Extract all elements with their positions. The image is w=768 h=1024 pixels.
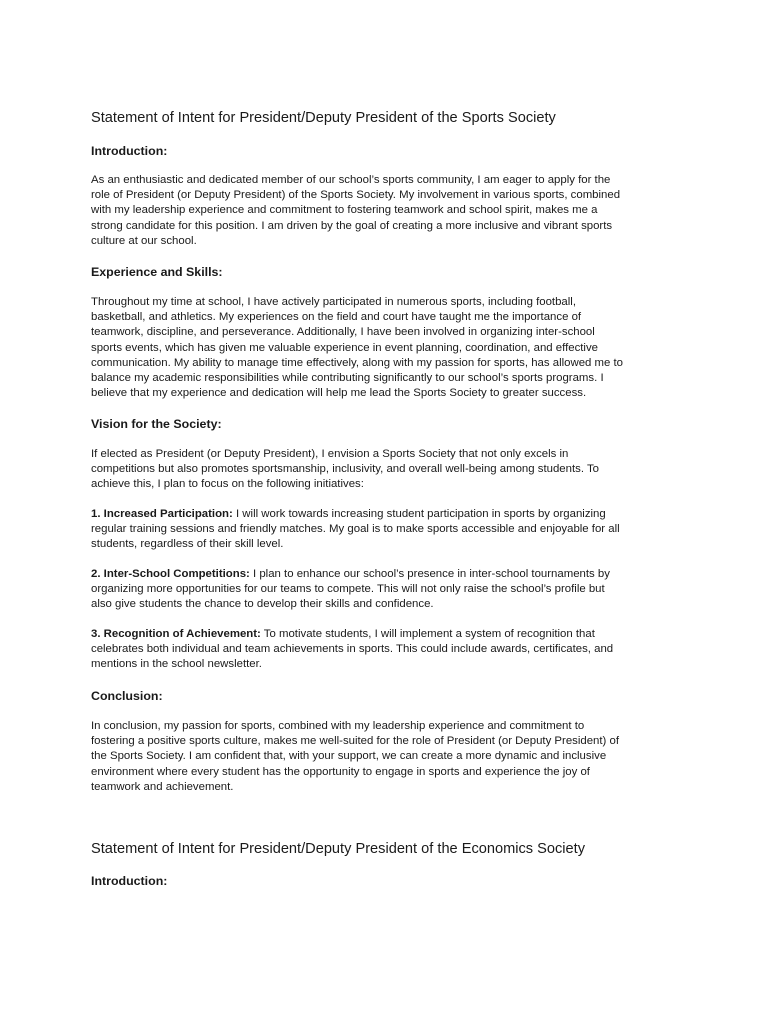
initiative-label: 2. Inter-School Competitions:	[91, 568, 250, 580]
text-line: fostering a positive sports culture, makes me well-suited for the role of President (or Deputy President) of	[91, 735, 620, 748]
vision-heading: Vision for the Society:	[91, 417, 222, 431]
introduction-paragraph	[91, 173, 620, 249]
experience-paragraph	[91, 295, 623, 401]
text-line: regular training sessions and friendly matches. My goal is to make sports accessible and enjoyable for all	[91, 523, 620, 536]
introduction-heading: Introduction:	[91, 144, 168, 158]
text-line: sports events, which has given me valuable experience in event planning, coordination, and effective	[91, 341, 598, 354]
document-title: Statement of Intent for President/Deputy President of the Economics Society	[91, 841, 586, 857]
text-line: students, regardless of their skill level.	[91, 538, 284, 551]
text-line: with my leadership experience and commitment to fostering teamwork and school spirit, makes me a	[91, 204, 598, 217]
initiative-label: 3. Recognition of Achievement:	[91, 628, 261, 640]
text-line: basketball, and athletics. My experiences on the field and court have taught me the importance of	[91, 311, 582, 324]
text-line: teamwork and achievement.	[91, 780, 234, 793]
text-line: believe that my experience and dedication will help me lead the Sports Society to greater success.	[91, 387, 587, 400]
initiative-text: I will work towards increasing student participation in sports by organizing	[232, 508, 606, 520]
conclusion-heading: Conclusion:	[91, 689, 163, 703]
text-line: If elected as President (or Deputy President), I envision a Sports Society that not only excels in	[91, 448, 569, 460]
initiative-item	[91, 567, 610, 613]
text-line: communication. My ability to manage time effectively, along with my passion for sports, has allowed me to	[91, 356, 624, 369]
text-line: role of President (or Deputy President) of the Sports Society. My involvement in various sports, combined	[91, 189, 621, 202]
text-line: celebrates both individual and team achievements in sports. This could include awards, certificates, and	[91, 643, 614, 656]
text-line: achieve this, I plan to focus on the following initiatives:	[91, 478, 364, 491]
text-line: balance my academic responsibilities while contributing significantly to our school’s sports programs. I	[91, 372, 604, 385]
text-line: mentions in the school newsletter.	[91, 658, 262, 671]
text-line: teamwork, discipline, and perseverance. Additionally, I have been involved in organizing inter-school	[91, 326, 595, 339]
text-line: environment where every student has the opportunity to engage in sports and experience the joy of	[91, 765, 590, 778]
text-line: culture at our school.	[91, 234, 197, 247]
experience-heading: Experience and Skills:	[91, 265, 223, 279]
introduction-heading: Introduction:	[91, 874, 168, 888]
text-line: the Sports Society. I am confident that, with your support, we can create a more dynamic and inclusive	[91, 750, 607, 763]
initiative-text: I plan to enhance our school’s presence in inter-school tournaments by	[249, 568, 610, 580]
initiative-label: 1. Increased Participation:	[91, 508, 233, 520]
conclusion-paragraph	[91, 719, 619, 795]
initiative-item	[91, 507, 620, 553]
document-title: Statement of Intent for President/Deputy President of the Sports Society	[91, 110, 556, 126]
text-line: organizing more opportunities for our teams to compete. This will not only raise the school’s profile but	[91, 583, 605, 596]
text-line: Throughout my time at school, I have actively participated in numerous sports, including football,	[91, 296, 576, 308]
vision-paragraph	[91, 447, 599, 493]
initiative-text: To motivate students, I will implement a system of recognition that	[260, 628, 595, 640]
text-line: competitions but also promotes sportsmanship, inclusivity, and overall well-being among students. To	[91, 463, 599, 476]
text-line	[91, 567, 610, 582]
text-line: strong candidate for this position. I am driven by the goal of creating a more inclusive and vibrant sports	[91, 219, 613, 232]
text-line: In conclusion, my passion for sports, combined with my leadership experience and commitment to	[91, 720, 585, 732]
text-line	[91, 627, 613, 642]
text-line	[91, 507, 620, 522]
initiative-item	[91, 627, 613, 673]
text-line: As an enthusiastic and dedicated member of our school’s sports community, I am eager to apply for the	[91, 174, 611, 186]
text-line: also give students the chance to develop their skills and confidence.	[91, 598, 434, 611]
